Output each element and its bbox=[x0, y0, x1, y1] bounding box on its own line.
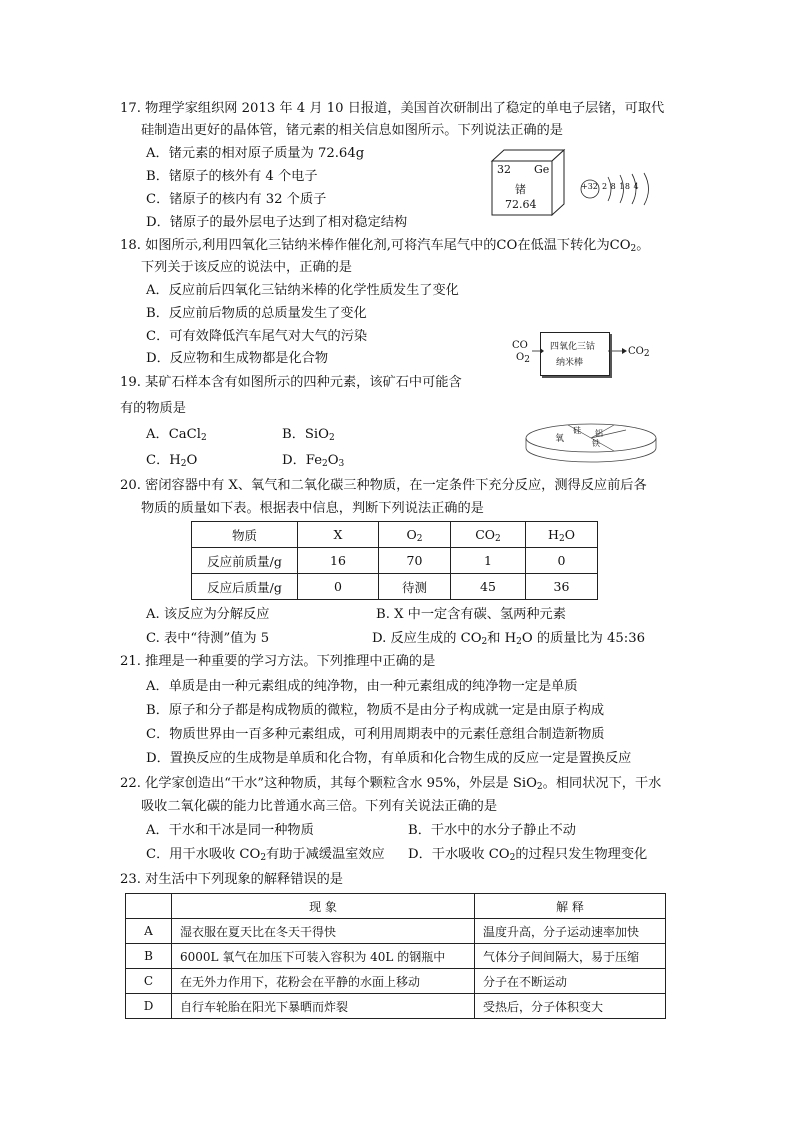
table-header-row bbox=[192, 522, 598, 548]
q17-stem-line1: 17. 物理学家组织网 2013 年 4 月 10 日报道，美国首次研制出了稳定的单电子层锗，可取代 bbox=[120, 101, 665, 116]
element-symbol: Ge bbox=[534, 163, 550, 176]
q19-option-c: C．$H_2O$ bbox=[146, 453, 198, 469]
q22-option-b: B．干水中的水分子静止不动 bbox=[408, 823, 576, 838]
catalyst-label-2: 纳米棒 bbox=[556, 358, 584, 368]
table-cell: 36 bbox=[526, 574, 598, 600]
table-cell: 反应前质量/g bbox=[192, 548, 298, 574]
atom-shell-electrons: 2 8 18 4 bbox=[602, 182, 640, 191]
q20-option-a: A. 该反应为分解反应 bbox=[146, 607, 270, 622]
element-pie-chart bbox=[518, 418, 664, 470]
atom-nucleus-charge: +32 bbox=[581, 182, 598, 191]
q22-option-a: A．干水和干冰是同一种物质 bbox=[146, 823, 314, 838]
table-cell: 待测 bbox=[379, 574, 451, 600]
q18-option-b: B．反应前后物质的总质量发生了变化 bbox=[146, 306, 367, 321]
q20-option-d: D. 反应生成的 $CO_2$和 $H_2O$ 的质量比为 45:36 bbox=[372, 631, 646, 647]
q18-stem-line1: 18. 如图所示,利用四氧化三钴纳米棒作催化剂,可将汽车尾气中的CO在低温下转化为$CO_2$。 bbox=[120, 238, 650, 254]
q17-stem-line2: 硅制造出更好的晶体管，锗元素的相关信息如图所示。下列说法正确的是 bbox=[141, 123, 563, 138]
q19-option-d: D．$Fe_2O_3$ bbox=[282, 453, 345, 469]
header-cell bbox=[126, 894, 172, 919]
q17-option-c: C．锗原子的核内有 32 个质子 bbox=[146, 192, 327, 207]
q19-option-b: B．SiO$_2$ bbox=[282, 427, 335, 443]
table-row bbox=[192, 574, 598, 600]
q20-stem-line1: 20. 密闭容器中有 X、氧气和二氧化碳三种物质，在一定条件下充分反应，测得反应前后各 bbox=[120, 478, 647, 493]
table-cell: 0 bbox=[298, 574, 379, 600]
pie-label-iron: 铁 bbox=[592, 439, 600, 448]
catalyst-label-1: 四氧化三钴 bbox=[550, 342, 596, 352]
table-cell: 6000L 氧气在加压下可装入容积为 40L 的钢瓶中 bbox=[172, 944, 475, 969]
table-cell: 湿衣服在夏天比在冬天干得快 bbox=[172, 919, 475, 944]
q20-mass-table bbox=[191, 521, 598, 600]
table-row bbox=[192, 548, 598, 574]
product-co2: $CO_2$ bbox=[628, 346, 650, 359]
table-cell: 0 bbox=[526, 548, 598, 574]
q21-option-b: B．原子和分子都是构成物质的微粒，物质不是由分子构成就一定是由原子构成 bbox=[146, 703, 605, 718]
pie-label-aluminum: 铝 bbox=[595, 429, 603, 438]
q21-stem: 21. 推理是一种重要的学习方法。下列推理中正确的是 bbox=[120, 654, 436, 669]
table-cell: 16 bbox=[298, 548, 379, 574]
q21-option-d: D．置换反应的生成物是单质和化合物，有单质和化合物生成的反应一定是置换反应 bbox=[146, 751, 632, 766]
header-cell: X bbox=[298, 522, 379, 548]
table-cell: C bbox=[126, 969, 172, 994]
q22-option-c: C．用干水吸收 $CO_2$有助于减缓温室效应 bbox=[146, 847, 385, 863]
header-cell: $O_2$ bbox=[379, 522, 451, 548]
q19-stem-line1: 19. 某矿石样本含有如图所示的四种元素，该矿石中可能含 bbox=[120, 375, 462, 390]
q21-option-a: A．单质是由一种元素组成的纯净物，由一种元素组成的纯净物一定是单质 bbox=[146, 679, 578, 694]
q17-option-a: A．锗元素的相对原子质量为 72.64g bbox=[146, 146, 365, 161]
table-cell: 分子在不断运动 bbox=[475, 969, 666, 994]
q18-stem-line2: 下列关于该反应的说法中，正确的是 bbox=[141, 260, 352, 275]
q22-option-d: D．干水吸收 $CO_2$的过程只发生物理变化 bbox=[408, 847, 648, 863]
table-cell: 自行车轮胎在阳光下暴晒而炸裂 bbox=[172, 994, 475, 1019]
element-number: 32 bbox=[497, 163, 511, 176]
table-cell: 温度升高，分子运动速率加快 bbox=[475, 919, 666, 944]
q20-option-b: B. X 中一定含有碳、氢两种元素 bbox=[376, 607, 566, 622]
reactant-o2: $O_2$ bbox=[516, 352, 530, 365]
element-mass: 72.64 bbox=[505, 198, 537, 211]
header-cell: 解 释 bbox=[475, 894, 666, 919]
q23-phenomena-table bbox=[125, 893, 666, 1019]
table-header-row bbox=[126, 894, 666, 919]
reactant-co: CO bbox=[512, 340, 528, 351]
header-cell: 物质 bbox=[192, 522, 298, 548]
table-cell: 受热后，分子体积变大 bbox=[475, 994, 666, 1019]
q19-stem-line2: 有的物质是 bbox=[120, 401, 186, 416]
header-cell: $H_2O$ bbox=[526, 522, 598, 548]
q17-option-b: B．锗原子的核外有 4 个电子 bbox=[146, 169, 318, 184]
table-row bbox=[126, 944, 666, 969]
table-cell: D bbox=[126, 994, 172, 1019]
q22-stem-line1: 22. 化学家创造出“干水”这种物质，其每个颗粒含水 95%，外层是 SiO$_2$。相同状况下，干水 bbox=[120, 776, 662, 792]
q18-option-c: C．可有效降低汽车尾气对大气的污染 bbox=[146, 329, 368, 344]
header-cell: $CO_2$ bbox=[451, 522, 526, 548]
table-cell: A bbox=[126, 919, 172, 944]
header-cell: 现 象 bbox=[172, 894, 475, 919]
pie-label-silicon: 硅 bbox=[573, 426, 581, 435]
table-row bbox=[126, 969, 666, 994]
q18-option-d: D．反应物和生成物都是化合物 bbox=[146, 351, 329, 366]
table-cell: 反应后质量/g bbox=[192, 574, 298, 600]
q22-stem-line2: 吸收二氧化碳的能力比普通水高三倍。下列有关说法正确的是 bbox=[141, 799, 498, 814]
q23-stem: 23. 对生活中下列现象的解释错误的是 bbox=[120, 872, 343, 887]
table-row bbox=[126, 994, 666, 1019]
table-cell: 在无外力作用下，花粉会在平静的水面上移动 bbox=[172, 969, 475, 994]
element-name: 锗 bbox=[515, 183, 526, 196]
q18-option-a: A．反应前后四氧化三钴纳米棒的化学性质发生了变化 bbox=[146, 283, 459, 298]
table-cell: 气体分子间间隔大，易于压缩 bbox=[475, 944, 666, 969]
q19-option-a: A．CaCl$_2$ bbox=[146, 427, 207, 443]
table-cell: 70 bbox=[379, 548, 451, 574]
q21-option-c: C．物质世界由一百多种元素组成，可利用周期表中的元素任意组合制造新物质 bbox=[146, 727, 605, 742]
table-cell: B bbox=[126, 944, 172, 969]
table-cell: 1 bbox=[451, 548, 526, 574]
table-row bbox=[126, 919, 666, 944]
table-cell: 45 bbox=[451, 574, 526, 600]
q20-stem-line2: 物质的质量如下表。根据表中信息，判断下列说法正确的是 bbox=[141, 501, 484, 516]
q20-option-c: C. 表中“待测”值为 5 bbox=[146, 631, 270, 646]
pie-label-oxygen: 氧 bbox=[555, 434, 565, 444]
q17-option-d: D．锗原子的最外层电子达到了相对稳定结构 bbox=[146, 215, 408, 230]
